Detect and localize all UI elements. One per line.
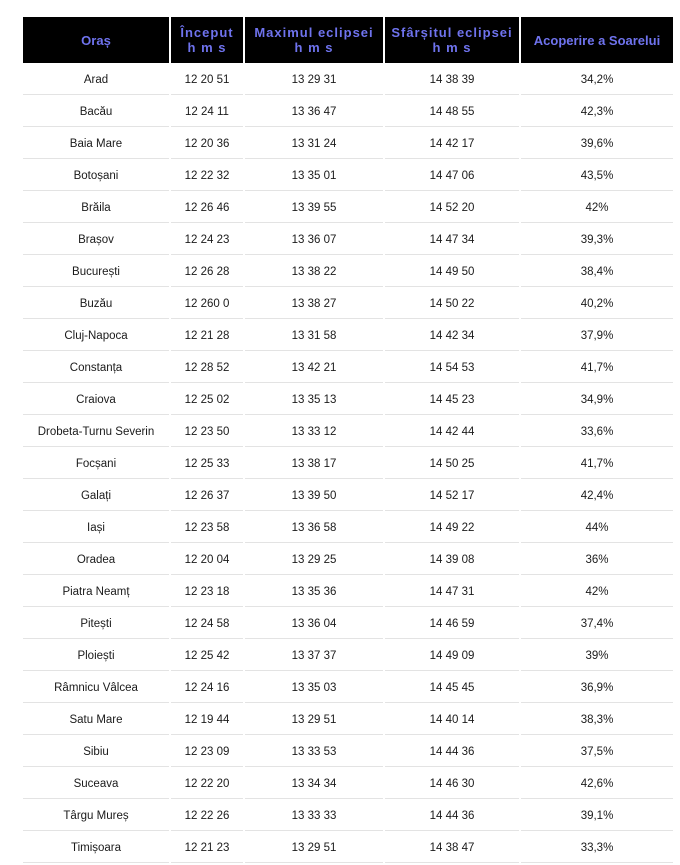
cell-city: Bacău [23,97,169,127]
cell-city: Galați [23,481,169,511]
cell-coverage: 43,5% [521,161,673,191]
cell-end: 14 38 47 [385,833,519,863]
cell-coverage: 42% [521,577,673,607]
cell-start: 12 20 51 [171,65,243,95]
cell-end: 14 50 22 [385,289,519,319]
cell-end: 14 46 30 [385,769,519,799]
cell-end: 14 38 39 [385,65,519,95]
cell-start: 12 23 18 [171,577,243,607]
cell-city: Drobeta-Turnu Severin [23,417,169,447]
cell-coverage: 39,3% [521,225,673,255]
header-city [23,17,169,63]
cell-coverage: 40,2% [521,289,673,319]
cell-city: Arad [23,65,169,95]
cell-start: 12 25 42 [171,641,243,671]
cell-start: 12 26 46 [171,193,243,223]
header-coverage-label: Acoperire a Soarelui [533,32,661,48]
cell-city: Sibiu [23,737,169,767]
cell-coverage: 36% [521,545,673,575]
cell-city: Cluj-Napoca [23,321,169,351]
cell-city: Focșani [23,449,169,479]
table-row [23,673,673,703]
table-row [23,577,673,607]
cell-end: 14 49 50 [385,257,519,287]
cell-end: 14 39 08 [385,545,519,575]
cell-start: 12 23 09 [171,737,243,767]
cell-max: 13 35 01 [245,161,383,191]
cell-coverage: 42,6% [521,769,673,799]
cell-coverage: 39,1% [521,801,673,831]
cell-city: Iași [23,513,169,543]
cell-start: 12 20 04 [171,545,243,575]
cell-end: 14 42 34 [385,321,519,351]
table-body [23,65,673,863]
cell-max: 13 35 36 [245,577,383,607]
header-max-units: h m s [294,40,334,55]
header-max [245,17,383,63]
cell-end: 14 47 31 [385,577,519,607]
table-row [23,449,673,479]
cell-start: 12 28 52 [171,353,243,383]
cell-start: 12 21 23 [171,833,243,863]
cell-start: 12 19 44 [171,705,243,735]
cell-max: 13 38 22 [245,257,383,287]
cell-coverage: 37,4% [521,609,673,639]
table-row [23,545,673,575]
cell-max: 13 33 53 [245,737,383,767]
cell-coverage: 41,7% [521,353,673,383]
cell-coverage: 38,3% [521,705,673,735]
cell-start: 12 26 37 [171,481,243,511]
cell-end: 14 47 34 [385,225,519,255]
cell-coverage: 44% [521,513,673,543]
table-row [23,97,673,127]
table-row [23,289,673,319]
cell-max: 13 29 31 [245,65,383,95]
header-start [171,17,243,63]
header-start-label: Început [180,25,234,40]
cell-max: 13 29 51 [245,833,383,863]
cell-max: 13 36 58 [245,513,383,543]
cell-coverage: 36,9% [521,673,673,703]
cell-start: 12 22 20 [171,769,243,799]
cell-city: Botoșani [23,161,169,191]
cell-coverage: 37,9% [521,321,673,351]
table-row [23,609,673,639]
table-row [23,737,673,767]
cell-city: Brașov [23,225,169,255]
cell-end: 14 42 17 [385,129,519,159]
cell-city: Baia Mare [23,129,169,159]
cell-start: 12 25 02 [171,385,243,415]
header-max-label: Maximul eclipsei [254,25,374,40]
cell-max: 13 29 51 [245,705,383,735]
table-row [23,321,673,351]
table-row [23,705,673,735]
cell-city: Oradea [23,545,169,575]
cell-max: 13 37 37 [245,641,383,671]
table-row [23,257,673,287]
table-row [23,513,673,543]
table-row [23,385,673,415]
table-row [23,65,673,95]
cell-coverage: 39,6% [521,129,673,159]
cell-end: 14 47 06 [385,161,519,191]
cell-max: 13 38 17 [245,449,383,479]
cell-end: 14 49 09 [385,641,519,671]
cell-start: 12 22 26 [171,801,243,831]
cell-end: 14 45 23 [385,385,519,415]
header-end-units: h m s [432,40,472,55]
cell-end: 14 48 55 [385,97,519,127]
cell-start: 12 260 0 [171,289,243,319]
cell-city: Piatra Neamț [23,577,169,607]
cell-coverage: 41,7% [521,449,673,479]
table-row [23,417,673,447]
cell-end: 14 52 17 [385,481,519,511]
cell-end: 14 49 22 [385,513,519,543]
cell-city: Târgu Mureș [23,801,169,831]
cell-coverage: 34,9% [521,385,673,415]
table-row [23,481,673,511]
cell-end: 14 45 45 [385,673,519,703]
cell-max: 13 35 03 [245,673,383,703]
cell-city: Buzău [23,289,169,319]
table-header [23,17,673,63]
cell-coverage: 42,3% [521,97,673,127]
cell-city: Constanța [23,353,169,383]
cell-max: 13 36 04 [245,609,383,639]
cell-city: Craiova [23,385,169,415]
cell-max: 13 39 50 [245,481,383,511]
table-row [23,129,673,159]
cell-max: 13 42 21 [245,353,383,383]
cell-start: 12 24 11 [171,97,243,127]
table-row [23,193,673,223]
cell-max: 13 39 55 [245,193,383,223]
cell-start: 12 24 23 [171,225,243,255]
cell-coverage: 33,6% [521,417,673,447]
cell-start: 12 26 28 [171,257,243,287]
cell-end: 14 46 59 [385,609,519,639]
cell-end: 14 40 14 [385,705,519,735]
cell-city: Satu Mare [23,705,169,735]
table-row [23,801,673,831]
table-row [23,353,673,383]
header-start-units: h m s [187,40,227,55]
cell-end: 14 42 44 [385,417,519,447]
cell-end: 14 50 25 [385,449,519,479]
cell-start: 12 20 36 [171,129,243,159]
table-row [23,833,673,863]
cell-start: 12 25 33 [171,449,243,479]
cell-end: 14 44 36 [385,737,519,767]
header-end [385,17,519,63]
cell-coverage: 34,2% [521,65,673,95]
cell-city: Râmnicu Vâlcea [23,673,169,703]
cell-coverage: 42% [521,193,673,223]
cell-start: 12 23 50 [171,417,243,447]
cell-max: 13 38 27 [245,289,383,319]
table-row [23,161,673,191]
cell-city: Pitești [23,609,169,639]
header-coverage [521,17,673,63]
cell-coverage: 37,5% [521,737,673,767]
table-row [23,225,673,255]
cell-max: 13 29 25 [245,545,383,575]
cell-end: 14 44 36 [385,801,519,831]
cell-coverage: 42,4% [521,481,673,511]
header-city-label: Oraș [81,32,111,48]
cell-start: 12 23 58 [171,513,243,543]
cell-start: 12 24 58 [171,609,243,639]
header-row [23,17,673,63]
cell-max: 13 36 47 [245,97,383,127]
eclipse-times-table [21,15,675,865]
cell-start: 12 22 32 [171,161,243,191]
cell-max: 13 31 58 [245,321,383,351]
cell-start: 12 21 28 [171,321,243,351]
header-end-label: Sfârșitul eclipsei [391,25,513,40]
cell-city: București [23,257,169,287]
cell-max: 13 36 07 [245,225,383,255]
cell-coverage: 38,4% [521,257,673,287]
cell-city: Suceava [23,769,169,799]
cell-max: 13 31 24 [245,129,383,159]
cell-max: 13 35 13 [245,385,383,415]
cell-coverage: 33,3% [521,833,673,863]
cell-start: 12 24 16 [171,673,243,703]
cell-max: 13 33 12 [245,417,383,447]
table-row [23,641,673,671]
cell-city: Ploiești [23,641,169,671]
cell-city: Timișoara [23,833,169,863]
table-row [23,769,673,799]
cell-coverage: 39% [521,641,673,671]
cell-max: 13 34 34 [245,769,383,799]
cell-max: 13 33 33 [245,801,383,831]
cell-city: Brăila [23,193,169,223]
cell-end: 14 54 53 [385,353,519,383]
cell-end: 14 52 20 [385,193,519,223]
